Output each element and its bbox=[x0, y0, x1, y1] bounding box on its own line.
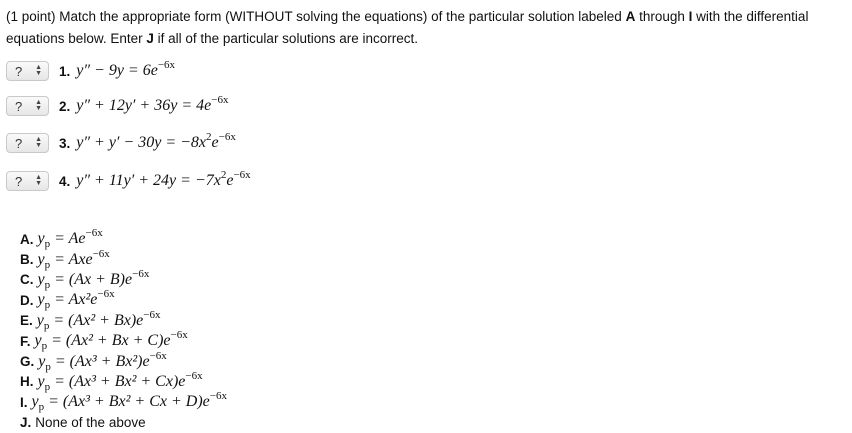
option-letter: G. bbox=[20, 354, 35, 370]
prompt-text: through bbox=[635, 9, 689, 24]
up-down-arrows-icon: ▲ ▼ bbox=[35, 136, 42, 149]
option-e bbox=[20, 308, 227, 332]
up-down-arrows-icon: ▲ ▼ bbox=[35, 64, 42, 77]
option-expression: $y_p = Ae^{-6x}$ bbox=[37, 227, 103, 251]
answer-select-2[interactable] bbox=[6, 96, 49, 116]
option-expression: $y_p = (Ax^3 + Bx^2 + Cx + D)e^{-6x}$ bbox=[31, 390, 227, 414]
option-c bbox=[20, 267, 227, 291]
equation-row-1 bbox=[6, 60, 175, 82]
label-a: A bbox=[625, 9, 636, 24]
equation-number: 4. bbox=[59, 173, 71, 189]
select-value: ? bbox=[15, 63, 23, 79]
option-f bbox=[20, 331, 227, 351]
option-expression: $y_p = Ax^2e^{-6x}$ bbox=[37, 288, 115, 312]
option-letter: F. bbox=[20, 333, 31, 349]
option-letter: H. bbox=[20, 374, 34, 390]
equation-expression: $y'' - 9y = 6e^{-6x}$ bbox=[76, 59, 176, 79]
option-text: None of the above bbox=[35, 415, 146, 431]
equation-number: 3. bbox=[59, 135, 71, 151]
label-j: J bbox=[146, 31, 154, 46]
option-letter: J. bbox=[20, 415, 32, 431]
option-expression: $y_p = Axe^{-6x}$ bbox=[37, 247, 110, 271]
option-d bbox=[20, 290, 227, 310]
option-expression: $y_p = (Ax^2 + Bx + C)e^{-6x}$ bbox=[34, 329, 188, 353]
problem-prompt bbox=[6, 6, 848, 50]
solution-options-list bbox=[20, 229, 227, 433]
up-down-arrows-icon: ▲ ▼ bbox=[35, 99, 42, 112]
equation-number: 2. bbox=[59, 98, 71, 114]
equation-expression: $y'' + 12y' + 36y = 4e^{-6x}$ bbox=[76, 94, 229, 114]
equation-number: 1. bbox=[59, 63, 71, 79]
option-a bbox=[20, 229, 227, 249]
option-expression: $y_p = (Ax + B)e^{-6x}$ bbox=[37, 267, 150, 291]
equation-row-3 bbox=[6, 132, 236, 154]
up-down-arrows-icon: ▲ ▼ bbox=[35, 174, 42, 187]
option-i bbox=[20, 392, 227, 412]
option-letter: A. bbox=[20, 231, 34, 247]
option-h bbox=[20, 369, 227, 393]
answer-select-4[interactable] bbox=[6, 171, 49, 191]
equation-row-4 bbox=[6, 170, 251, 192]
equation-expression: $y'' + y' - 30y = -8x^2e^{-6x}$ bbox=[76, 131, 236, 151]
answer-select-1[interactable] bbox=[6, 61, 49, 81]
prompt-text: (1 point) Match the appropriate form (WITHOUT solving the equations) of the particular solution labeled bbox=[6, 9, 626, 24]
option-letter: C. bbox=[20, 272, 34, 288]
option-g bbox=[20, 351, 227, 371]
prompt-text: if all of the particular solutions are incorrect. bbox=[153, 31, 418, 46]
option-expression: $y_p = (Ax^3 + Bx^2)e^{-6x}$ bbox=[38, 349, 167, 373]
prompt-text: with the differential equations below. Enter bbox=[6, 9, 809, 46]
option-expression: $y_p = (Ax^3 + Bx^2 + Cx)e^{-6x}$ bbox=[37, 369, 203, 393]
select-value: ? bbox=[15, 173, 23, 189]
label-i: I bbox=[688, 9, 693, 24]
option-j bbox=[20, 413, 227, 433]
answer-select-3[interactable] bbox=[6, 133, 49, 153]
option-expression: $y_p = (Ax^2 + Bx)e^{-6x}$ bbox=[36, 308, 161, 332]
select-value: ? bbox=[15, 135, 23, 151]
option-letter: I. bbox=[20, 394, 28, 410]
equation-row-2 bbox=[6, 95, 228, 117]
option-letter: D. bbox=[20, 292, 34, 308]
option-letter: E. bbox=[20, 313, 33, 329]
equation-expression: $y'' + 11y' + 24y = -7x^2e^{-6x}$ bbox=[76, 169, 251, 189]
option-letter: B. bbox=[20, 252, 34, 268]
option-b bbox=[20, 249, 227, 269]
select-value: ? bbox=[15, 98, 23, 114]
